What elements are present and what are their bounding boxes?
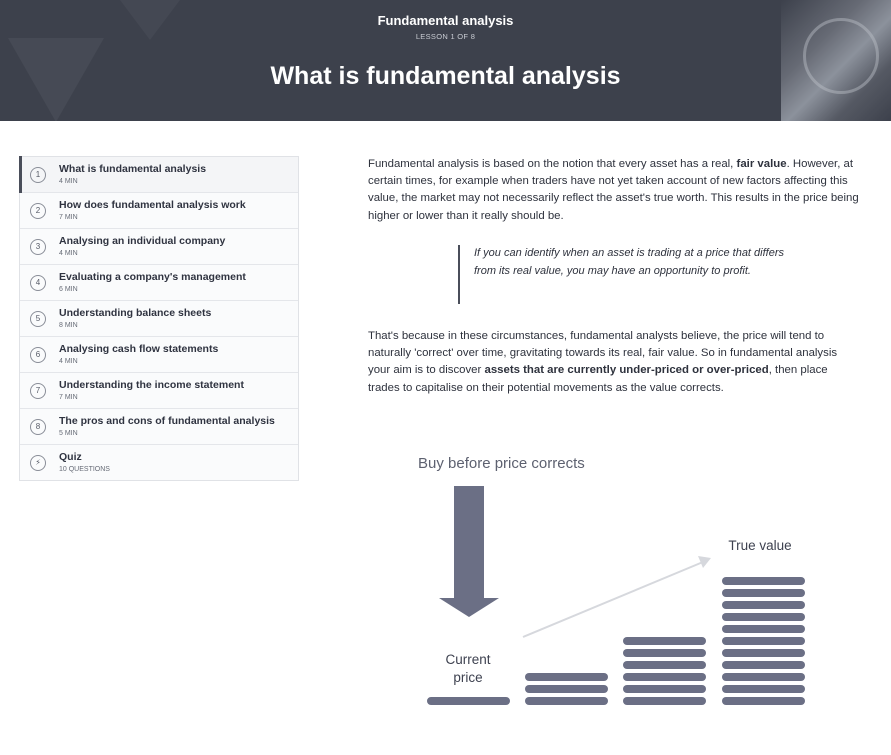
lesson-number-icon: 6: [30, 347, 46, 363]
lesson-duration: 10 QUESTIONS: [59, 466, 110, 473]
coin-bar: [722, 649, 805, 657]
lesson-duration: 8 MIN: [59, 322, 78, 329]
coin-bar: [722, 685, 805, 693]
true-value-label: True value: [728, 538, 792, 553]
coin-bar: [525, 697, 608, 705]
lightning-icon: ⚡: [30, 455, 46, 471]
coin-bar: [525, 673, 608, 681]
coin-bar: [722, 601, 805, 609]
sidebar-item-quiz[interactable]: [20, 445, 298, 480]
lesson-title: Understanding the income statement: [59, 379, 244, 391]
coin-bar: [722, 577, 805, 585]
fair-value-emphasis: fair value: [736, 158, 787, 170]
lesson-number-icon: 8: [30, 419, 46, 435]
lesson-number-icon: 1: [30, 167, 46, 183]
coin-bar: [525, 685, 608, 693]
coin-bar: [623, 637, 706, 645]
lesson-title: Quiz: [59, 451, 82, 463]
lesson-duration: 4 MIN: [59, 178, 78, 185]
course-title: Fundamental analysis: [377, 13, 514, 28]
lesson-number-icon: 7: [30, 383, 46, 399]
sidebar-item-lesson[interactable]: [20, 265, 298, 301]
lesson-number-icon: 4: [30, 275, 46, 291]
page-title: What is fundamental analysis: [270, 62, 621, 90]
lesson-title: The pros and cons of fundamental analysis: [59, 415, 275, 427]
sidebar-item-lesson[interactable]: [20, 157, 298, 193]
lesson-title: Evaluating a company's management: [59, 271, 246, 283]
coin-bar: [722, 613, 805, 621]
lesson-number-icon: 3: [30, 239, 46, 255]
lesson-title: Analysing cash flow statements: [59, 343, 219, 355]
coin-bar: [623, 661, 706, 669]
lesson-title: Understanding balance sheets: [59, 307, 212, 319]
sidebar-item-lesson[interactable]: [20, 193, 298, 229]
coin-bar: [722, 589, 805, 597]
lesson-duration: 4 MIN: [59, 250, 78, 257]
coin-bar: [623, 673, 706, 681]
sidebar-item-lesson[interactable]: [20, 409, 298, 445]
coin-bar: [722, 697, 805, 705]
lesson-header: [0, 0, 891, 121]
coin-bar: [722, 661, 805, 669]
sidebar-item-lesson[interactable]: [20, 229, 298, 265]
lesson-title: Analysing an individual company: [59, 235, 226, 247]
lesson-number-icon: 5: [30, 311, 46, 327]
coin-bar: [722, 673, 805, 681]
coin-bar: [427, 697, 510, 705]
lesson-title: What is fundamental analysis: [59, 163, 207, 175]
rising-arrowhead-icon: [698, 556, 711, 568]
coin-bar: [623, 649, 706, 657]
intro-paragraph: Fundamental analysis is based on the notion that every asset has a real, fair value. However, at certain times, for example when traders have not yet taken account of new factors affecting this value, the market may not necessarily reflect the asset's true worth. This results in the price being higher or lower than it really should be.: [368, 158, 859, 222]
coin-bar: [623, 697, 706, 705]
sidebar-item-lesson[interactable]: [20, 337, 298, 373]
rising-arrow-line: [523, 562, 703, 637]
explanation-paragraph: That's because in these circumstances, fundamental analysts believe, the price will tend to naturally 'correct' over time, gravitating towards its real, fair value. So in fundamental analysis your aim is to discover assets that are currently under-priced or over-priced, then place trades to capitalise on their potential movements as the value corrects.: [368, 330, 838, 394]
lesson-number-icon: 2: [30, 203, 46, 219]
coin-bar: [623, 685, 706, 693]
sidebar-item-lesson[interactable]: [20, 301, 298, 337]
lesson-counter: LESSON 1 OF 8: [415, 32, 476, 41]
lesson-duration: 5 MIN: [59, 430, 78, 437]
lesson-list: [19, 156, 299, 481]
pull-quote: If you can identify when an asset is trading at a price that differs from its real value, you may have an opportunity to profit.: [458, 245, 784, 304]
coin-bar: [722, 637, 805, 645]
diagram-title: Buy before price corrects: [418, 455, 585, 472]
lesson-duration: 7 MIN: [59, 394, 78, 401]
mispriced-assets-emphasis: assets that are currently under-priced or over-priced: [484, 364, 769, 377]
current-price-label: Current price: [445, 652, 491, 685]
down-arrow-icon: [439, 486, 499, 617]
sidebar-item-lesson[interactable]: [20, 373, 298, 409]
lesson-duration: 4 MIN: [59, 358, 78, 365]
lesson-duration: 7 MIN: [59, 214, 78, 221]
coin-bar: [722, 625, 805, 633]
lesson-title: How does fundamental analysis work: [59, 199, 246, 211]
lesson-duration: 6 MIN: [59, 286, 78, 293]
price-correction-diagram: [400, 440, 820, 720]
